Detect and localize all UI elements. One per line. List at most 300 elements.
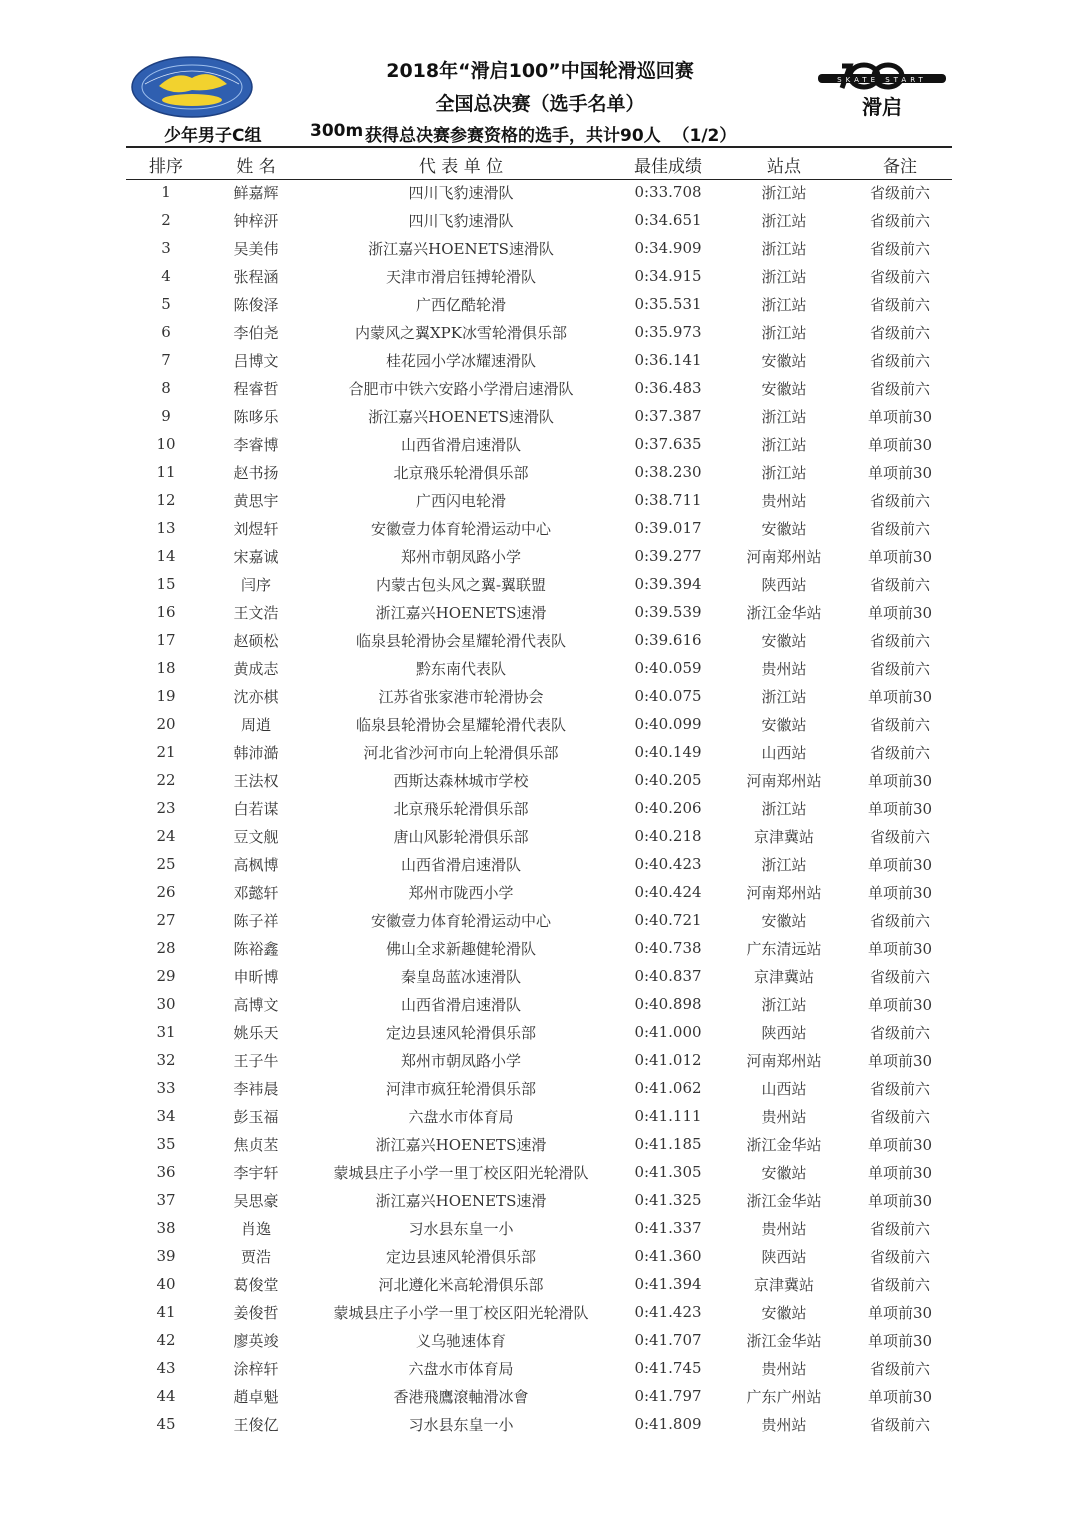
table-row <box>126 990 952 1018</box>
station-cell: 广东广州站 <box>746 1387 822 1406</box>
rank-cell: 12 <box>156 491 176 509</box>
team-cell: 安徽壹力体育轮滑运动中心 <box>370 519 551 538</box>
station-cell: 安徽站 <box>761 379 807 398</box>
rank-cell: 39 <box>156 1247 176 1265</box>
table-row <box>126 514 952 542</box>
time-cell: 0:41.012 <box>634 1051 702 1069</box>
note-cell: 单项前30 <box>867 1331 933 1350</box>
station-cell: 浙江站 <box>761 463 807 482</box>
name-cell: 刘煜轩 <box>233 519 279 538</box>
table-row <box>126 1326 952 1354</box>
station-cell: 安徽站 <box>761 351 807 370</box>
station-cell: 陕西站 <box>761 1023 807 1042</box>
rank-cell: 36 <box>156 1163 176 1181</box>
rank-cell: 42 <box>156 1331 176 1349</box>
name-cell: 肖逸 <box>240 1219 271 1238</box>
rank-cell: 4 <box>161 267 171 285</box>
name-cell: 鲜嘉辉 <box>233 183 279 202</box>
rank-cell: 31 <box>156 1023 176 1041</box>
station-cell: 贵州站 <box>761 1219 807 1238</box>
name-cell: 豆文舰 <box>233 827 279 846</box>
table-row <box>126 766 952 794</box>
station-cell: 贵州站 <box>761 1359 807 1378</box>
rank-cell: 14 <box>156 547 176 565</box>
col-best-time: 最佳成绩 <box>634 156 702 177</box>
name-cell: 陈哆乐 <box>233 407 279 426</box>
time-cell: 0:41.797 <box>634 1387 702 1405</box>
team-cell: 郑州市朝凤路小学 <box>400 547 521 566</box>
name-cell: 陈裕鑫 <box>233 939 279 958</box>
station-cell: 浙江站 <box>761 687 807 706</box>
name-cell: 王文浩 <box>233 603 279 622</box>
time-cell: 0:34.651 <box>634 211 702 229</box>
station-cell: 陕西站 <box>761 575 807 594</box>
table-header <box>126 149 952 179</box>
table-row <box>126 1130 952 1158</box>
table-row <box>126 1214 952 1242</box>
note-cell: 省级前六 <box>869 379 930 398</box>
col-note: 备注 <box>883 156 917 177</box>
name-cell: 吴思豪 <box>233 1191 279 1210</box>
table-row <box>126 878 952 906</box>
time-cell: 0:38.711 <box>634 491 702 509</box>
note-cell: 单项前30 <box>867 771 933 790</box>
time-cell: 0:40.205 <box>634 771 702 789</box>
name-cell: 白若谋 <box>233 799 279 818</box>
time-cell: 0:41.337 <box>634 1219 702 1237</box>
time-cell: 0:37.387 <box>634 407 702 425</box>
time-cell: 0:41.305 <box>634 1163 702 1181</box>
note-cell: 省级前六 <box>869 1079 930 1098</box>
rank-cell: 44 <box>156 1387 176 1405</box>
note-cell: 省级前六 <box>869 295 930 314</box>
time-cell: 0:41.809 <box>634 1415 702 1433</box>
name-cell: 王子牛 <box>233 1051 279 1070</box>
time-cell: 0:40.837 <box>634 967 702 985</box>
name-cell: 邓懿轩 <box>233 883 279 902</box>
note-cell: 省级前六 <box>869 827 930 846</box>
note-cell: 单项前30 <box>867 995 933 1014</box>
name-cell: 赵硕松 <box>233 631 279 650</box>
table-row <box>126 1410 952 1438</box>
station-cell: 河南郑州站 <box>746 883 822 902</box>
page-title: 2018年“滑启100”中国轮滑巡回赛 <box>386 60 694 82</box>
event-distance: 300m <box>310 121 364 141</box>
team-cell: 合肥市中铁六安路小学滑启速滑队 <box>348 379 574 398</box>
note-cell: 单项前30 <box>867 883 933 902</box>
team-cell: 六盘水市体育局 <box>408 1359 514 1378</box>
station-cell: 浙江站 <box>761 407 807 426</box>
station-cell: 安徽站 <box>761 631 807 650</box>
station-cell: 浙江站 <box>761 435 807 454</box>
name-cell: 周逍 <box>240 715 271 734</box>
rank-cell: 21 <box>156 743 176 761</box>
note-cell: 省级前六 <box>869 239 930 258</box>
name-cell: 张程涵 <box>233 267 279 286</box>
table-row <box>126 850 952 878</box>
table-row <box>126 738 952 766</box>
name-cell: 陈俊泽 <box>233 295 279 314</box>
rank-cell: 1 <box>161 183 171 201</box>
team-cell: 浙江嘉兴HOENETS速滑队 <box>368 407 554 426</box>
note-cell: 省级前六 <box>869 1107 930 1126</box>
rank-cell: 37 <box>156 1191 176 1209</box>
note-cell: 单项前30 <box>867 603 933 622</box>
note-cell: 单项前30 <box>867 1051 933 1070</box>
name-cell: 高博文 <box>233 995 279 1014</box>
time-cell: 0:41.394 <box>634 1275 702 1293</box>
team-cell: 桂花园小学冰耀速滑队 <box>385 351 536 370</box>
col-rank: 排序 <box>149 156 183 177</box>
station-cell: 京津冀站 <box>753 1275 814 1294</box>
time-cell: 0:38.230 <box>634 463 702 481</box>
time-cell: 0:35.531 <box>634 295 702 313</box>
time-cell: 0:41.745 <box>634 1359 702 1377</box>
rank-cell: 18 <box>156 659 176 677</box>
station-cell: 贵州站 <box>761 659 807 678</box>
table-row <box>126 1158 952 1186</box>
qualification-note: 获得总决赛参赛资格的选手，共计90人 （1/2） <box>365 126 737 146</box>
station-cell: 浙江站 <box>761 995 807 1014</box>
station-cell: 浙江站 <box>761 239 807 258</box>
logo-cn-text: 滑启 <box>862 95 902 119</box>
team-cell: 江苏省张家港市轮滑协会 <box>378 687 544 706</box>
note-cell: 省级前六 <box>869 575 930 594</box>
time-cell: 0:40.075 <box>634 687 702 705</box>
team-cell: 黔东南代表队 <box>415 659 506 678</box>
name-cell: 李睿博 <box>233 435 279 454</box>
name-cell: 黄思宇 <box>233 491 279 510</box>
rank-cell: 27 <box>156 911 176 929</box>
note-cell: 省级前六 <box>869 1023 930 1042</box>
team-cell: 河北省沙河市向上轮滑俱乐部 <box>363 743 559 762</box>
note-cell: 省级前六 <box>869 1219 930 1238</box>
page-subtitle: 全国总决赛（选手名单） <box>435 93 645 115</box>
note-cell: 省级前六 <box>869 351 930 370</box>
rank-cell: 11 <box>156 463 176 481</box>
time-cell: 0:36.141 <box>634 351 702 369</box>
station-cell: 安徽站 <box>761 911 807 930</box>
name-cell: 钟梓汧 <box>233 211 279 230</box>
name-cell: 贾浩 <box>240 1247 271 1266</box>
note-cell: 省级前六 <box>869 183 930 202</box>
note-cell: 省级前六 <box>869 267 930 286</box>
team-cell: 定边县速风轮滑俱乐部 <box>385 1247 536 1266</box>
rank-cell: 10 <box>156 435 176 453</box>
note-cell: 省级前六 <box>869 1359 930 1378</box>
team-cell: 广西闪电轮滑 <box>415 491 506 510</box>
table-row <box>126 402 952 430</box>
note-cell: 单项前30 <box>867 1303 933 1322</box>
team-cell: 蒙城县庄子小学一里丁校区阳光轮滑队 <box>333 1303 589 1322</box>
time-cell: 0:39.394 <box>634 575 702 593</box>
station-cell: 贵州站 <box>761 491 807 510</box>
station-cell: 陕西站 <box>761 1247 807 1266</box>
rank-cell: 25 <box>156 855 176 873</box>
note-cell: 单项前30 <box>867 435 933 454</box>
table-row <box>126 906 952 934</box>
note-cell: 省级前六 <box>869 211 930 230</box>
note-cell: 单项前30 <box>867 547 933 566</box>
table-row <box>126 178 952 206</box>
time-cell: 0:41.423 <box>634 1303 702 1321</box>
table-top-rule <box>126 146 952 148</box>
table-row <box>126 570 952 598</box>
note-cell: 省级前六 <box>869 1415 930 1434</box>
team-cell: 北京飛乐轮滑俱乐部 <box>393 463 529 482</box>
name-cell: 王俊亿 <box>233 1415 279 1434</box>
station-cell: 贵州站 <box>761 1415 807 1434</box>
station-cell: 山西站 <box>761 743 807 762</box>
table-row <box>126 682 952 710</box>
note-cell: 单项前30 <box>867 1163 933 1182</box>
table-row <box>126 1354 952 1382</box>
station-cell: 广东清远站 <box>746 939 822 958</box>
time-cell: 0:41.707 <box>634 1331 702 1349</box>
rank-cell: 22 <box>156 771 176 789</box>
col-team: 代 表 单 位 <box>418 156 504 177</box>
name-cell: 闫序 <box>240 575 271 594</box>
station-cell: 浙江金华站 <box>746 603 822 622</box>
note-cell: 单项前30 <box>867 939 933 958</box>
team-cell: 临泉县轮滑协会星耀轮滑代表队 <box>355 715 566 734</box>
team-cell: 广西亿酷轮滑 <box>415 295 506 314</box>
team-cell: 习水县东皇一小 <box>408 1415 514 1434</box>
station-cell: 安徽站 <box>761 519 807 538</box>
rank-cell: 30 <box>156 995 176 1013</box>
time-cell: 0:41.360 <box>634 1247 702 1265</box>
team-cell: 唐山风影轮滑俱乐部 <box>393 827 529 846</box>
station-cell: 浙江金华站 <box>746 1331 822 1350</box>
rank-cell: 23 <box>156 799 176 817</box>
station-cell: 浙江金华站 <box>746 1191 822 1210</box>
name-cell: 廖英竣 <box>233 1331 279 1350</box>
col-name: 姓 名 <box>236 156 276 177</box>
team-cell: 浙江嘉兴HOENETS速滑 <box>375 1135 547 1154</box>
rank-cell: 28 <box>156 939 176 957</box>
team-cell: 蒙城县庄子小学一里丁校区阳光轮滑队 <box>333 1163 589 1182</box>
team-cell: 香港飛鷹滾軸滑冰會 <box>393 1387 529 1406</box>
table-row <box>126 1046 952 1074</box>
name-cell: 李宇轩 <box>233 1163 279 1182</box>
table-row <box>126 458 952 486</box>
time-cell: 0:40.424 <box>634 883 702 901</box>
logo-word: SKATE START <box>837 76 927 84</box>
time-cell: 0:39.539 <box>634 603 702 621</box>
team-cell: 四川飞豹速滑队 <box>408 183 514 202</box>
name-cell: 王法权 <box>233 771 279 790</box>
age-group: 少年男子C组 <box>164 126 262 146</box>
time-cell: 0:40.149 <box>634 743 702 761</box>
note-cell: 省级前六 <box>869 743 930 762</box>
station-cell: 浙江站 <box>761 855 807 874</box>
name-cell: 葛俊堂 <box>233 1275 279 1294</box>
team-cell: 山西省滑启速滑队 <box>400 435 521 454</box>
rank-cell: 33 <box>156 1079 176 1097</box>
rank-cell: 38 <box>156 1219 176 1237</box>
rank-cell: 20 <box>156 715 176 733</box>
time-cell: 0:40.738 <box>634 939 702 957</box>
time-cell: 0:33.708 <box>634 183 702 201</box>
note-cell: 单项前30 <box>867 1387 933 1406</box>
table-row <box>126 1298 952 1326</box>
time-cell: 0:35.973 <box>634 323 702 341</box>
rank-cell: 3 <box>161 239 171 257</box>
team-cell: 义乌驰速体育 <box>415 1331 506 1350</box>
station-cell: 河南郑州站 <box>746 547 822 566</box>
name-cell: 陈子祥 <box>233 911 279 930</box>
team-cell: 临泉县轮滑协会星耀轮滑代表队 <box>355 631 566 650</box>
rank-cell: 17 <box>156 631 176 649</box>
table-row <box>126 290 952 318</box>
station-cell: 浙江站 <box>761 211 807 230</box>
table-row <box>126 486 952 514</box>
time-cell: 0:34.909 <box>634 239 702 257</box>
name-cell: 申昕博 <box>233 967 279 986</box>
note-cell: 省级前六 <box>869 659 930 678</box>
team-cell: 浙江嘉兴HOENETS速滑 <box>375 603 547 622</box>
rank-cell: 8 <box>161 379 171 397</box>
station-cell: 安徽站 <box>761 715 807 734</box>
table-row <box>126 794 952 822</box>
table-row <box>126 1242 952 1270</box>
rank-cell: 29 <box>156 967 176 985</box>
note-cell: 单项前30 <box>867 463 933 482</box>
table-row <box>126 318 952 346</box>
rank-cell: 5 <box>161 295 171 313</box>
station-cell: 安徽站 <box>761 1303 807 1322</box>
table-row <box>126 598 952 626</box>
table-row <box>126 822 952 850</box>
rank-cell: 41 <box>156 1303 176 1321</box>
time-cell: 0:41.000 <box>634 1023 702 1041</box>
name-cell: 黄成志 <box>233 659 279 678</box>
station-cell: 河南郑州站 <box>746 771 822 790</box>
table-row <box>126 1270 952 1298</box>
time-cell: 0:40.898 <box>634 995 702 1013</box>
team-cell: 佛山全求新趣健轮滑队 <box>385 939 536 958</box>
team-cell: 郑州市朝凤路小学 <box>400 1051 521 1070</box>
team-cell: 山西省滑启速滑队 <box>400 995 521 1014</box>
time-cell: 0:39.277 <box>634 547 702 565</box>
note-cell: 省级前六 <box>869 1247 930 1266</box>
team-cell: 内蒙风之翼XPK冰雪轮滑俱乐部 <box>355 323 567 342</box>
results-table-body <box>126 178 952 1438</box>
team-cell: 郑州市陇西小学 <box>408 883 514 902</box>
rank-cell: 43 <box>156 1359 176 1377</box>
station-cell: 山西站 <box>761 1079 807 1098</box>
time-cell: 0:39.017 <box>634 519 702 537</box>
col-station: 站点 <box>767 156 801 177</box>
name-cell: 吴美伟 <box>233 239 279 258</box>
station-cell: 浙江站 <box>761 799 807 818</box>
name-cell: 彭玉福 <box>233 1107 279 1126</box>
team-cell: 北京飛乐轮滑俱乐部 <box>393 799 529 818</box>
table-row <box>126 262 952 290</box>
rank-cell: 7 <box>161 351 171 369</box>
team-cell: 天津市滑启钰搏轮滑队 <box>385 267 536 286</box>
table-row <box>126 430 952 458</box>
name-cell: 沈亦棋 <box>233 687 279 706</box>
rank-cell: 24 <box>156 827 176 845</box>
time-cell: 0:41.111 <box>634 1107 702 1125</box>
team-cell: 山西省滑启速滑队 <box>400 855 521 874</box>
note-cell: 省级前六 <box>869 1275 930 1294</box>
table-row <box>126 1102 952 1130</box>
station-cell: 河南郑州站 <box>746 1051 822 1070</box>
time-cell: 0:40.099 <box>634 715 702 733</box>
note-cell: 省级前六 <box>869 519 930 538</box>
note-cell: 单项前30 <box>867 1135 933 1154</box>
station-cell: 贵州站 <box>761 1107 807 1126</box>
station-cell: 浙江站 <box>761 267 807 286</box>
rank-cell: 16 <box>156 603 176 621</box>
rank-cell: 9 <box>161 407 171 425</box>
note-cell: 省级前六 <box>869 715 930 734</box>
station-cell: 浙江金华站 <box>746 1135 822 1154</box>
table-row <box>126 654 952 682</box>
name-cell: 李袆晨 <box>233 1079 279 1098</box>
note-cell: 省级前六 <box>869 631 930 650</box>
team-cell: 安徽壹力体育轮滑运动中心 <box>370 911 551 930</box>
rank-cell: 2 <box>161 211 171 229</box>
note-cell: 省级前六 <box>869 323 930 342</box>
name-cell: 程睿哲 <box>233 379 279 398</box>
note-cell: 单项前30 <box>867 687 933 706</box>
table-row <box>126 234 952 262</box>
rank-cell: 26 <box>156 883 176 901</box>
rank-cell: 45 <box>156 1415 176 1433</box>
time-cell: 0:37.635 <box>634 435 702 453</box>
time-cell: 0:40.218 <box>634 827 702 845</box>
table-row <box>126 206 952 234</box>
time-cell: 0:40.059 <box>634 659 702 677</box>
team-cell: 秦皇岛蓝冰速滑队 <box>400 967 521 986</box>
time-cell: 0:39.616 <box>634 631 702 649</box>
station-cell: 京津冀站 <box>753 827 814 846</box>
time-cell: 0:41.325 <box>634 1191 702 1209</box>
team-cell: 内蒙古包头风之翼-翼联盟 <box>375 575 547 594</box>
note-cell: 省级前六 <box>869 491 930 510</box>
time-cell: 0:36.483 <box>634 379 702 397</box>
rank-cell: 6 <box>161 323 171 341</box>
note-cell: 单项前30 <box>867 855 933 874</box>
note-cell: 省级前六 <box>869 911 930 930</box>
team-cell: 定边县速风轮滑俱乐部 <box>385 1023 536 1042</box>
time-cell: 0:40.721 <box>634 911 702 929</box>
rank-cell: 32 <box>156 1051 176 1069</box>
rank-cell: 19 <box>156 687 176 705</box>
team-cell: 六盘水市体育局 <box>408 1107 514 1126</box>
time-cell: 0:34.915 <box>634 267 702 285</box>
name-cell: 姜俊哲 <box>233 1303 279 1322</box>
name-cell: 吕博文 <box>233 351 279 370</box>
table-row <box>126 934 952 962</box>
name-cell: 高枫博 <box>233 855 279 874</box>
station-cell: 浙江站 <box>761 295 807 314</box>
team-cell: 四川飞豹速滑队 <box>408 211 514 230</box>
table-row <box>126 346 952 374</box>
time-cell: 0:41.062 <box>634 1079 702 1097</box>
name-cell: 涂梓轩 <box>233 1359 279 1378</box>
rank-cell: 13 <box>156 519 176 537</box>
table-row <box>126 626 952 654</box>
team-cell: 习水县东皇一小 <box>408 1219 514 1238</box>
rank-cell: 40 <box>156 1275 176 1293</box>
name-cell: 焦贞苤 <box>233 1135 279 1154</box>
station-cell: 浙江站 <box>761 183 807 202</box>
time-cell: 0:41.185 <box>634 1135 702 1153</box>
